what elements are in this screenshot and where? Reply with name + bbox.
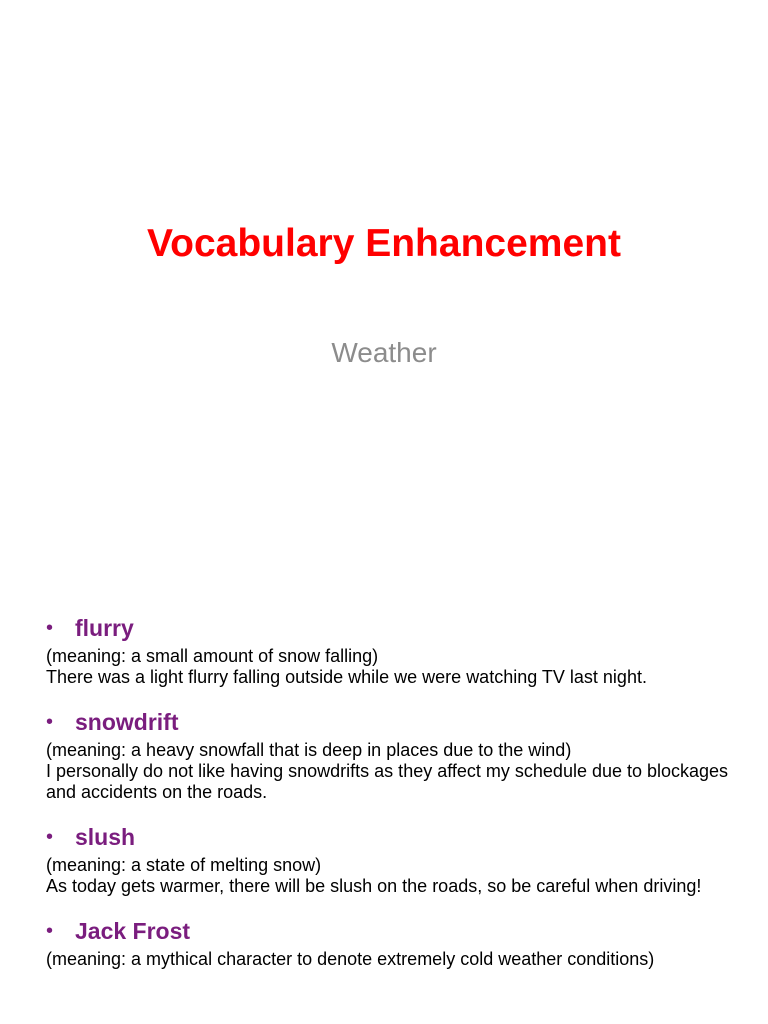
term-meaning: (meaning: a state of melting snow) xyxy=(46,855,322,875)
vocabulary-entry-flurry xyxy=(46,610,746,688)
term-meaning: (meaning: a heavy snowfall that is deep in places due to the wind) xyxy=(46,740,572,760)
term-meaning: (meaning: a small amount of snow falling) xyxy=(46,646,379,666)
vocabulary-term: flurry xyxy=(75,615,134,641)
vocabulary-entry-slush xyxy=(46,819,746,897)
slide-subtitle: Weather xyxy=(331,337,437,368)
bullet-icon: • xyxy=(46,617,54,639)
bullet-icon: • xyxy=(46,826,54,848)
example-sentence: I personally do not like having snowdrifts as they affect my schedule due to blockages and accidents on the roads. xyxy=(46,761,729,802)
slide-title: Vocabulary Enhancement xyxy=(147,222,621,265)
vocabulary-list xyxy=(46,610,746,970)
vocabulary-term: snowdrift xyxy=(75,709,179,735)
bullet-icon: • xyxy=(46,920,54,942)
vocabulary-term: slush xyxy=(75,824,136,850)
vocabulary-term: Jack Frost xyxy=(75,918,191,944)
vocabulary-entry-snowdrift xyxy=(46,704,746,803)
vocabulary-entry-jack-frost xyxy=(46,913,746,970)
term-meaning: (meaning: a mythical character to denote extremely cold weather conditions) xyxy=(46,949,655,969)
example-sentence: There was a light flurry falling outside while we were watching TV last night. xyxy=(46,667,647,687)
example-sentence: As today gets warmer, there will be slush on the roads, so be careful when driving! xyxy=(46,876,702,896)
bullet-icon: • xyxy=(46,711,54,733)
